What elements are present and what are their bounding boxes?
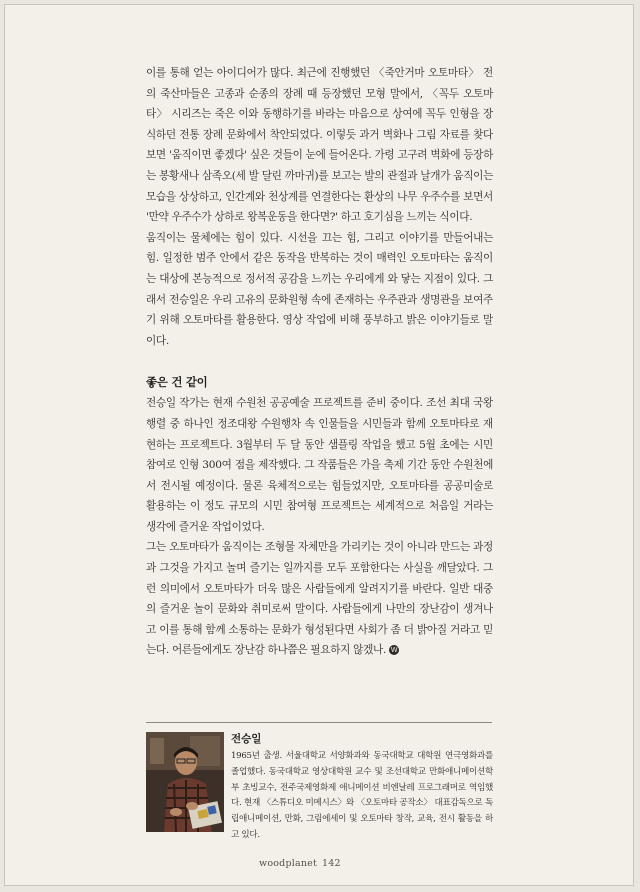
section-paragraph-2-text: 그는 오토마타가 움직이는 조형물 자체만을 가리키는 것이 아니라 만드는 과정과 그것을 가지고 놀며 즐기는 일까지를 모두 포함한다는 사실을 깨달았다. 그런 의미에서 오토마타가 더욱 많은 사람들에게 알려지기를 바란다. 일반 대중의 즐거운 놀이 문화와 취미로써 말이다. 사람들에게 나만의 장난감이 생겨나고 이를 통해 함께 소통하는 문화가 형성된다면 사회가 좀 더 밝아질 거라고 믿는다. 어른들에게도 장난감 하나쯤은 필요하지 않겠나. (146, 541, 493, 657)
section-heading: 좋은 건 같이 (146, 375, 208, 390)
section-paragraph-1: 전승일 작가는 현재 수원천 공공예술 프로젝트를 준비 중이다. 조선 최대 국왕행렬 중 하나인 정조대왕 수원행차 속 인물들을 시민들과 함께 오토마타로 재현하는 프로젝트다. 3월부터 두 달 동안 샘플링 작업을 했고 5월 초에는 시민 참여로 인형 300여 점을 제작했다. 그 작품들은 가을 축제 기간 동안 수원천에서 전시될 예정이다. 물론 육체적으로는 힘들었지만, 오토마타를 공공미술로 활용하는 이 정도 규모의 시민 참여형 프로젝트는 세계적으로 처음일 거라는 생각에 즐거운 작업이었다. (146, 397, 493, 533)
page-number: 142 (322, 858, 341, 869)
magazine-name: woodplanet (259, 858, 317, 869)
page-footer (259, 858, 346, 869)
article-paragraph-1: 이를 통해 얻는 아이디어가 많다. 최근에 진행했던 〈죽안거마 오토마타〉 전의 죽산마들은 고종과 순종의 장례 때 등장했던 모형 말에서, 〈꼭두 오토마타〉 시리즈는 죽은 이와 동행하기를 바라는 마음으로 상여에 꼭두 인형을 장식하던 전통 장례 문화에서 착안되었다. 이렇듯 과거 벽화나 그림 자료를 찾다 보면 '움직이면 좋겠다' 싶은 것들이 눈에 들어온다. 가령 고구려 벽화에 등장하는 봉황새나 삼족오(세 발 달린 까마귀)를 보고는 발의 관절과 날개가 움직이는 모습을 상상하고, 인간계와 천상계를 연결한다는 환상의 나무 우주수를 보면서 '만약 우주수가 상하로 왕복운동을 한다면?' 하고 호기심을 느끼는 식이다. (146, 67, 493, 224)
article-paragraph-2: 움직이는 물체에는 힘이 있다. 시선을 끄는 힘, 그리고 이야기를 만들어내는 힘. 일정한 범주 안에서 같은 동작을 반복하는 것이 매력인 오토마타는 움직이는 대상에 본능적으로 정서적 공감을 느끼는 우리에게 와 닿는 지점이 있다. 그래서 전승일은 우리 고유의 문화원형 속에 존재하는 우주관과 생명관을 보여주기 위해 오토마타를 활용한다. 영상 작업에 비해 풍부하고 밝은 이야기들로 말이다. (146, 231, 493, 347)
author-photo-illustration (146, 732, 224, 832)
author-divider (146, 722, 492, 723)
end-mark-icon: W (390, 646, 398, 655)
article-body (146, 63, 493, 661)
author-photo (146, 732, 224, 832)
author-name: 전승일 (231, 733, 262, 745)
magazine-page (4, 4, 634, 886)
section-paragraph-2 (146, 537, 493, 661)
author-bio: 1965년 출생. 서울대학교 서양화과와 동국대학교 대학원 연극영화과를 졸업했다. 동국대학교 영상대학원 교수 및 조선대학교 만화애니메이션학부 초빙교수, 전주국제영화제 애니메이션 비엔날레 프로그래머로 역임했다. 현재 〈스튜디오 미메시스〉와 〈오토마타 공작소〉 대표감독으로 독립애니메이션, 만화, 그림에세이 및 오토마타 창작, 교육, 전시 활동을 하고 있다. (231, 751, 493, 840)
